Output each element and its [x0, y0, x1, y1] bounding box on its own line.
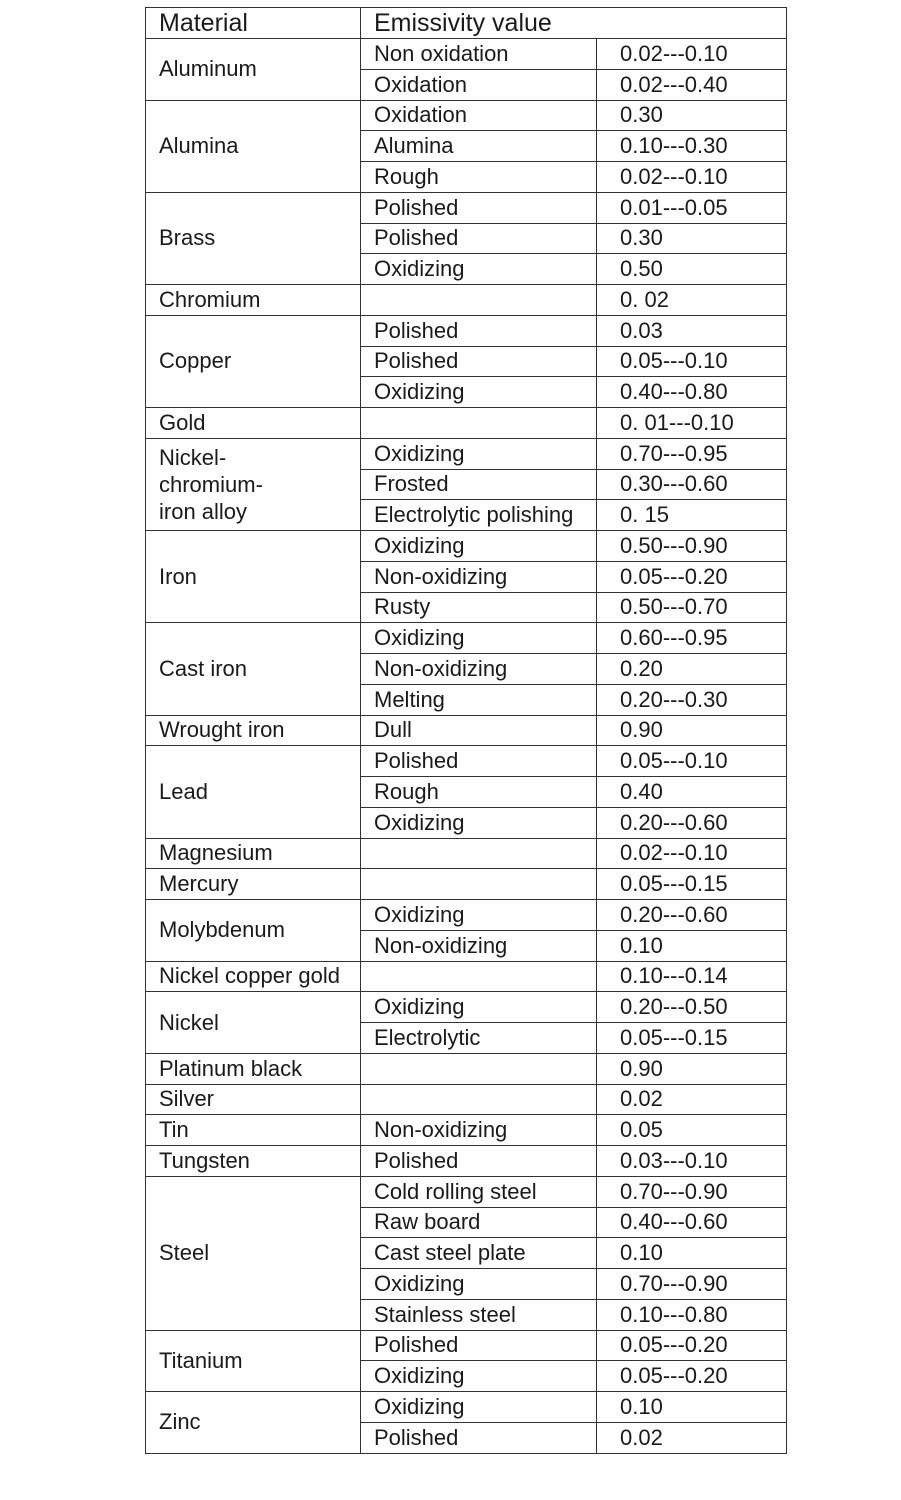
surface-cell: Rusty	[361, 592, 597, 623]
surface-cell: Oxidizing	[361, 1269, 597, 1300]
surface-cell	[361, 285, 597, 316]
material-cell: Cast iron	[146, 623, 361, 715]
header-emissivity: Emissivity value	[361, 8, 787, 39]
emissivity-value-cell: 0.02---0.10	[597, 39, 787, 70]
emissivity-value-cell: 0.05---0.20	[597, 1330, 787, 1361]
surface-cell: Polished	[361, 346, 597, 377]
emissivity-value-cell: 0.01---0.05	[597, 192, 787, 223]
surface-cell: Raw board	[361, 1207, 597, 1238]
emissivity-value-cell: 0.02	[597, 1084, 787, 1115]
emissivity-value-cell: 0.10---0.30	[597, 131, 787, 162]
emissivity-value-cell: 0.05---0.10	[597, 346, 787, 377]
table-row	[146, 39, 787, 70]
table-row	[146, 1115, 787, 1146]
table-row	[146, 838, 787, 869]
table-row	[146, 285, 787, 316]
material-cell: Molybdenum	[146, 900, 361, 962]
table-row	[146, 1053, 787, 1084]
emissivity-value-cell: 0.90	[597, 1053, 787, 1084]
surface-cell: Non-oxidizing	[361, 654, 597, 685]
surface-cell: Stainless steel	[361, 1299, 597, 1330]
emissivity-value-cell: 0.70---0.90	[597, 1269, 787, 1300]
surface-cell: Polished	[361, 746, 597, 777]
material-cell: Silver	[146, 1084, 361, 1115]
surface-cell: Frosted	[361, 469, 597, 500]
emissivity-value-cell: 0.05---0.20	[597, 1361, 787, 1392]
surface-cell: Polished	[361, 223, 597, 254]
emissivity-value-cell: 0.30	[597, 100, 787, 131]
table-row	[146, 192, 787, 223]
material-cell: Alumina	[146, 100, 361, 192]
surface-cell: Polished	[361, 1422, 597, 1453]
surface-cell	[361, 838, 597, 869]
emissivity-value-cell: 0.05---0.20	[597, 561, 787, 592]
table-row	[146, 408, 787, 439]
surface-cell: Oxidizing	[361, 254, 597, 285]
emissivity-value-cell: 0.10	[597, 1238, 787, 1269]
emissivity-table	[145, 7, 787, 1454]
surface-cell	[361, 961, 597, 992]
material-cell: Lead	[146, 746, 361, 838]
emissivity-value-cell: 0.60---0.95	[597, 623, 787, 654]
emissivity-value-cell: 0.03---0.10	[597, 1146, 787, 1177]
surface-cell: Oxidizing	[361, 623, 597, 654]
table-row	[146, 1084, 787, 1115]
table-row	[146, 315, 787, 346]
table-row	[146, 900, 787, 931]
surface-cell	[361, 869, 597, 900]
surface-cell: Non oxidation	[361, 39, 597, 70]
material-cell: Chromium	[146, 285, 361, 316]
emissivity-value-cell: 0.40	[597, 777, 787, 808]
material-cell: Titanium	[146, 1330, 361, 1392]
emissivity-value-cell: 0. 15	[597, 500, 787, 531]
table-row	[146, 531, 787, 562]
material-cell: Nickel- chromium- iron alloy	[146, 438, 361, 530]
emissivity-value-cell: 0.50---0.90	[597, 531, 787, 562]
surface-cell: Rough	[361, 162, 597, 193]
surface-cell: Oxidizing	[361, 807, 597, 838]
table-body	[146, 39, 787, 1454]
surface-cell: Oxidizing	[361, 1361, 597, 1392]
emissivity-value-cell: 0.10---0.80	[597, 1299, 787, 1330]
table-row	[146, 869, 787, 900]
emissivity-value-cell: 0.02---0.10	[597, 162, 787, 193]
table-row	[146, 715, 787, 746]
table-row	[146, 623, 787, 654]
material-cell: Copper	[146, 315, 361, 407]
surface-cell: Oxidizing	[361, 900, 597, 931]
material-cell: Aluminum	[146, 39, 361, 101]
emissivity-value-cell: 0.20	[597, 654, 787, 685]
table-row	[146, 100, 787, 131]
material-cell: Magnesium	[146, 838, 361, 869]
emissivity-value-cell: 0.40---0.80	[597, 377, 787, 408]
table-row	[146, 1330, 787, 1361]
surface-cell: Oxidation	[361, 69, 597, 100]
emissivity-value-cell: 0.30---0.60	[597, 469, 787, 500]
material-cell: Nickel	[146, 992, 361, 1054]
header-material: Material	[146, 8, 361, 39]
emissivity-value-cell: 0.50---0.70	[597, 592, 787, 623]
emissivity-value-cell: 0.02---0.10	[597, 838, 787, 869]
emissivity-value-cell: 0. 02	[597, 285, 787, 316]
material-cell: Tin	[146, 1115, 361, 1146]
surface-cell: Non-oxidizing	[361, 561, 597, 592]
emissivity-value-cell: 0.02	[597, 1422, 787, 1453]
material-cell: Mercury	[146, 869, 361, 900]
emissivity-value-cell: 0.40---0.60	[597, 1207, 787, 1238]
surface-cell: Polished	[361, 315, 597, 346]
emissivity-value-cell: 0.90	[597, 715, 787, 746]
surface-cell: Cold rolling steel	[361, 1176, 597, 1207]
emissivity-value-cell: 0.50	[597, 254, 787, 285]
emissivity-value-cell: 0.05---0.15	[597, 1023, 787, 1054]
surface-cell: Oxidizing	[361, 992, 597, 1023]
emissivity-value-cell: 0.20---0.50	[597, 992, 787, 1023]
surface-cell: Rough	[361, 777, 597, 808]
material-cell: Brass	[146, 192, 361, 284]
surface-cell: Non-oxidizing	[361, 930, 597, 961]
material-cell: Iron	[146, 531, 361, 623]
header-row	[146, 8, 787, 39]
material-cell: Nickel copper gold	[146, 961, 361, 992]
surface-cell	[361, 1053, 597, 1084]
table-row	[146, 992, 787, 1023]
surface-cell: Oxidizing	[361, 438, 597, 469]
emissivity-value-cell: 0.20---0.60	[597, 900, 787, 931]
surface-cell	[361, 1084, 597, 1115]
table-row	[146, 1146, 787, 1177]
emissivity-value-cell: 0.03	[597, 315, 787, 346]
table-row	[146, 1392, 787, 1423]
surface-cell: Polished	[361, 192, 597, 223]
table-row	[146, 1176, 787, 1207]
emissivity-value-cell: 0.05---0.15	[597, 869, 787, 900]
material-cell: Tungsten	[146, 1146, 361, 1177]
emissivity-value-cell: 0.10---0.14	[597, 961, 787, 992]
surface-cell: Dull	[361, 715, 597, 746]
table-row	[146, 746, 787, 777]
material-cell: Steel	[146, 1176, 361, 1330]
surface-cell: Polished	[361, 1330, 597, 1361]
surface-cell: Polished	[361, 1146, 597, 1177]
surface-cell: Non-oxidizing	[361, 1115, 597, 1146]
emissivity-value-cell: 0.02---0.40	[597, 69, 787, 100]
emissivity-value-cell: 0.10	[597, 1392, 787, 1423]
surface-cell: Alumina	[361, 131, 597, 162]
surface-cell: Electrolytic	[361, 1023, 597, 1054]
emissivity-value-cell: 0.70---0.90	[597, 1176, 787, 1207]
material-cell: Wrought iron	[146, 715, 361, 746]
surface-cell: Cast steel plate	[361, 1238, 597, 1269]
emissivity-value-cell: 0.10	[597, 930, 787, 961]
surface-cell: Electrolytic polishing	[361, 500, 597, 531]
surface-cell: Oxidation	[361, 100, 597, 131]
surface-cell: Oxidizing	[361, 531, 597, 562]
surface-cell: Melting	[361, 684, 597, 715]
material-cell: Platinum black	[146, 1053, 361, 1084]
table-row	[146, 961, 787, 992]
emissivity-value-cell: 0.70---0.95	[597, 438, 787, 469]
surface-cell	[361, 408, 597, 439]
surface-cell: Oxidizing	[361, 1392, 597, 1423]
material-cell: Gold	[146, 408, 361, 439]
emissivity-value-cell: 0.05---0.10	[597, 746, 787, 777]
emissivity-value-cell: 0.20---0.30	[597, 684, 787, 715]
emissivity-value-cell: 0. 01---0.10	[597, 408, 787, 439]
surface-cell: Oxidizing	[361, 377, 597, 408]
material-cell: Zinc	[146, 1392, 361, 1454]
emissivity-value-cell: 0.05	[597, 1115, 787, 1146]
emissivity-value-cell: 0.20---0.60	[597, 807, 787, 838]
emissivity-value-cell: 0.30	[597, 223, 787, 254]
table-row	[146, 438, 787, 469]
